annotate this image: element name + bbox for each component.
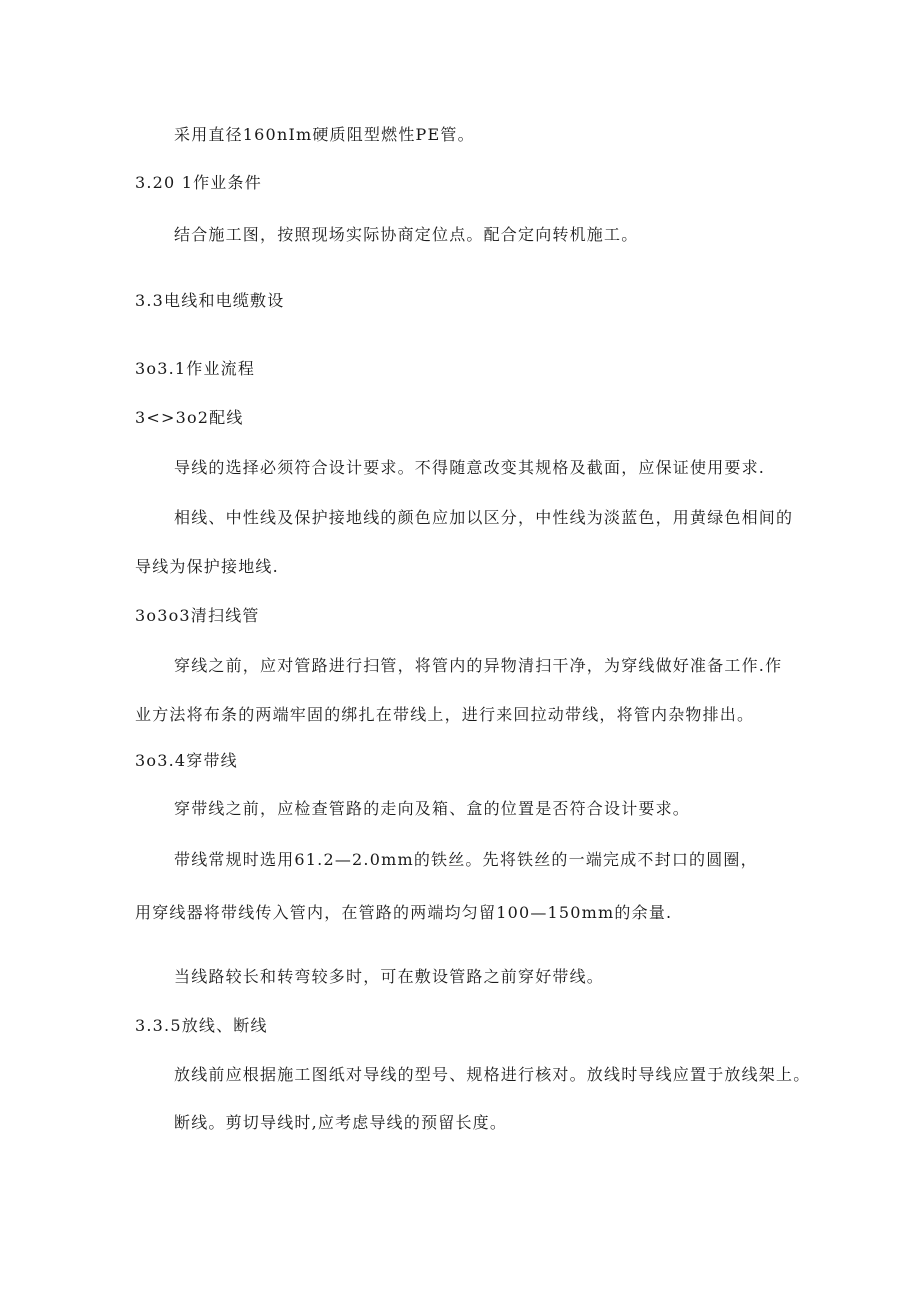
heading-3-3-2: 3<>3o2配线 bbox=[135, 408, 244, 427]
heading-3-3-3: 3o3o3清扫线管 bbox=[135, 606, 260, 625]
paragraph-pipe-spec: 采用直径160nIm硬质阻型燃性PE管。 bbox=[174, 125, 475, 144]
paragraph-cut-wire: 断线。剪切导线时,应考虑导线的预留长度。 bbox=[174, 1113, 508, 1132]
paragraph-lead-wire-check: 穿带线之前，应检查管路的走向及箱、盒的位置是否符合设计要求。 bbox=[174, 799, 691, 818]
paragraph-pipe-clean-1: 穿线之前，应对管路进行扫管，将管内的异物清扫干净，为穿线做好准备工作.作 bbox=[174, 656, 783, 675]
paragraph-pay-out-wire: 放线前应根据施工图纸对导线的型号、规格进行核对。放线时导线应置于放线架上。 bbox=[174, 1065, 811, 1084]
paragraph-work-conditions: 结合施工图，按照现场实际协商定位点。配合定向转机施工。 bbox=[174, 225, 639, 244]
heading-3-20-1: 3.20 1作业条件 bbox=[135, 173, 262, 192]
paragraph-long-route: 当线路较长和转弯较多时，可在敷设管路之前穿好带线。 bbox=[174, 967, 605, 986]
heading-3-3-1: 3o3.1作业流程 bbox=[135, 359, 256, 378]
heading-3-3: 3.3电线和电缆敷设 bbox=[135, 291, 285, 310]
paragraph-lead-wire-spec-1: 带线常规时选用61.2—2.0mm的铁丝。先将铁丝的一端完成不封口的圆圈， bbox=[174, 850, 758, 869]
paragraph-wire-colors-2: 导线为保护接地线. bbox=[135, 557, 279, 576]
heading-3-3-5: 3.3.5放线、断线 bbox=[135, 1016, 268, 1035]
paragraph-pipe-clean-2: 业方法将布条的两端牢固的绑扎在带线上，进行来回拉动带线，将管内杂物排出。 bbox=[135, 705, 755, 724]
paragraph-lead-wire-spec-2: 用穿线器将带线传入管内，在管路的两端均匀留100—150mm的余量. bbox=[135, 903, 673, 922]
paragraph-wire-colors-1: 相线、中性线及保护接地线的颜色应加以区分，中性线为淡蓝色，用黄绿色相间的 bbox=[174, 508, 794, 527]
heading-3-3-4: 3o3.4穿带线 bbox=[135, 751, 238, 770]
paragraph-wire-selection: 导线的选择必须符合设计要求。不得随意改变其规格及截面，应保证使用要求. bbox=[174, 458, 766, 477]
